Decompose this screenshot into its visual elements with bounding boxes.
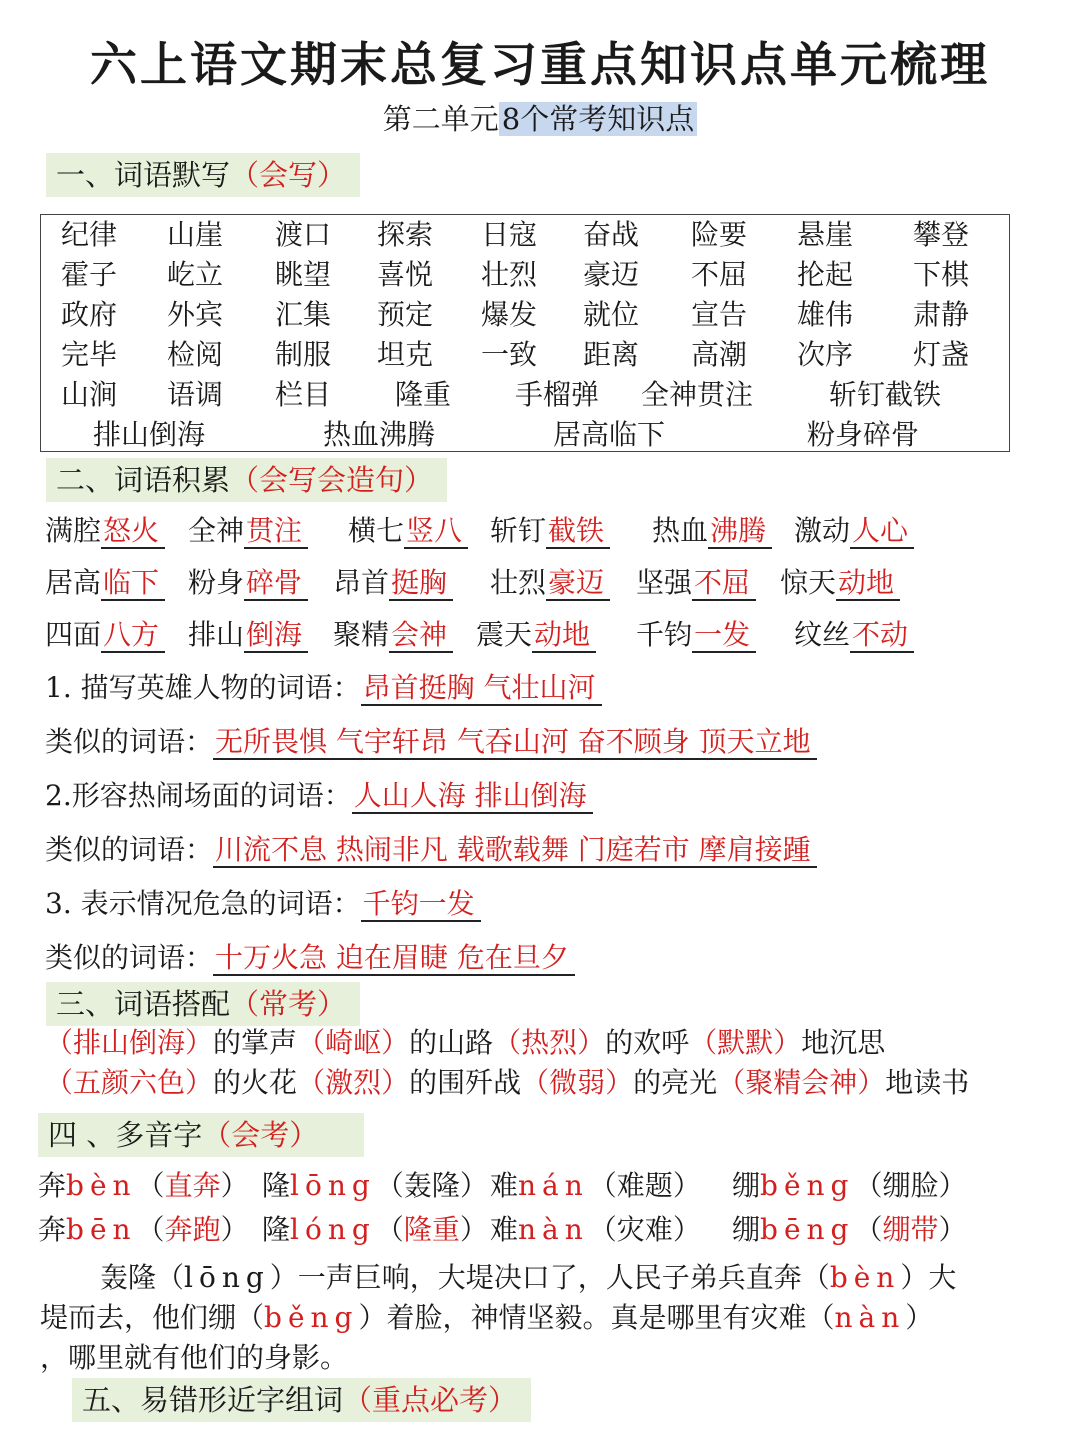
dictation-word: 不屈	[691, 258, 748, 291]
word-category-row	[45, 878, 481, 930]
idiom-item	[794, 609, 914, 661]
collocation-answer: 默默	[717, 1026, 774, 1059]
paren-open: （	[136, 1213, 165, 1246]
collocation-noun: 的山路	[409, 1026, 494, 1059]
idiom-item	[476, 609, 596, 661]
paren-close: ）	[185, 1066, 214, 1099]
dictation-word: 栏目	[275, 378, 332, 411]
dictation-word: 完毕	[61, 338, 118, 371]
idiom-item	[652, 505, 772, 557]
para-pinyin: lōng	[184, 1261, 270, 1294]
dictation-word: 一致	[481, 338, 538, 371]
polyphone-word: 绷带	[882, 1213, 939, 1246]
polyphone-pinyin: lóng	[290, 1213, 376, 1246]
polyphone-item	[38, 1164, 249, 1208]
word-category-row	[45, 716, 817, 768]
word-dictation-box	[40, 214, 1010, 452]
idiom-item	[333, 557, 453, 609]
category-label: 类似的词语：	[45, 725, 214, 758]
dictation-word: 奋战	[583, 218, 640, 251]
polyphone-char: 奔	[38, 1213, 67, 1246]
word-category-row	[45, 824, 817, 876]
polyphone-pinyin: běng	[760, 1169, 855, 1202]
dictation-word: 灯盏	[913, 338, 970, 371]
collocation-noun: 的欢呼	[605, 1026, 690, 1059]
category-answer: 川流不息 热闹非凡 载歌载舞 门庭若市 摩肩接踵	[213, 833, 817, 868]
polyphone-pinyin: lōng	[290, 1169, 376, 1202]
idiom-item	[45, 609, 165, 661]
polyphone-char: 绷	[732, 1169, 761, 1202]
category-answer: 十万火急 迫在眉睫 危在旦夕	[213, 941, 575, 976]
polyphone-item	[262, 1208, 488, 1252]
idiom-answer: 动地	[532, 618, 596, 653]
polyphone-item	[732, 1164, 967, 1208]
idiom-item	[636, 609, 756, 661]
idiom-prefix: 居高	[45, 566, 102, 599]
idiom-item	[490, 557, 610, 609]
idiom-answer: 怒火	[101, 514, 165, 549]
subtitle-highlight: 8个常考知识点	[499, 102, 697, 136]
section-4-label: 四 、多音字	[48, 1118, 203, 1152]
collocation-row	[45, 1022, 885, 1064]
subtitle-prefix: 第二单元	[382, 102, 499, 136]
polyphone-word: 直奔	[164, 1169, 221, 1202]
paren-close: ）	[672, 1213, 701, 1246]
dictation-word: 悬崖	[797, 218, 854, 251]
section-2-label: 二、词语积累	[56, 463, 231, 497]
collocation-noun: 的亮光	[633, 1066, 718, 1099]
idiom-prefix: 斩钉	[490, 514, 547, 547]
polyphone-char: 绷	[732, 1213, 761, 1246]
category-answer: 千钧一发	[361, 887, 481, 922]
section-1-tag: （会写）	[230, 158, 347, 192]
paren-open: （	[45, 1066, 74, 1099]
idiom-answer: 挺胸	[389, 566, 453, 601]
collocation-answer: 五颜六色	[73, 1066, 186, 1099]
dictation-word: 外宾	[167, 298, 224, 331]
dictation-word: 汇集	[275, 298, 332, 331]
idiom-item	[333, 609, 453, 661]
para-text: 堤而去，他们绷（	[40, 1301, 265, 1334]
idiom-item	[794, 505, 914, 557]
para-text: ，哪里就有他们的身影。	[40, 1341, 349, 1374]
para-text: 轰隆（	[100, 1261, 185, 1294]
section-1-heading	[46, 153, 360, 197]
dictation-word: 高潮	[691, 338, 748, 371]
paren-close: ）	[938, 1213, 967, 1246]
paren-close: ）	[381, 1066, 410, 1099]
collocation-noun: 的火花	[213, 1066, 298, 1099]
category-label: 3. 表示情况危急的词语：	[45, 887, 361, 920]
polyphone-char: 隆	[262, 1213, 291, 1246]
collocation-noun: 地沉思	[801, 1026, 886, 1059]
polyphone-word: 隆重	[403, 1213, 460, 1246]
section-5-heading	[72, 1378, 531, 1422]
dictation-word: 隆重	[395, 378, 452, 411]
dictation-word: 距离	[583, 338, 640, 371]
paren-close: ）	[381, 1026, 410, 1059]
polyphone-item	[732, 1208, 967, 1252]
section-3-heading	[46, 982, 360, 1026]
idiom-prefix: 昂首	[333, 566, 390, 599]
para-text: ）着脸，神情坚毅。真是哪里有灾难（	[358, 1301, 835, 1334]
idiom-item	[780, 557, 900, 609]
polyphone-pinyin: bēng	[760, 1213, 855, 1246]
dictation-word: 屹立	[167, 258, 224, 291]
idiom-prefix: 四面	[45, 618, 102, 651]
polyphone-word: 奔跑	[164, 1213, 221, 1246]
dictation-word: 下棋	[913, 258, 970, 291]
idiom-prefix: 聚精	[333, 618, 390, 651]
category-answer: 人山人海 排山倒海	[352, 779, 593, 814]
polyphone-item	[38, 1208, 249, 1252]
polyphone-item	[262, 1164, 488, 1208]
para-text: ）大	[900, 1261, 957, 1294]
section-3-tag: （常考）	[230, 987, 347, 1021]
idiom-item	[490, 505, 610, 557]
idiom-answer: 贯注	[244, 514, 308, 549]
dictation-word: 渡口	[275, 218, 332, 251]
idiom-answer: 不动	[850, 618, 914, 653]
dictation-word: 居高临下	[553, 418, 666, 451]
dictation-word: 豪迈	[583, 258, 640, 291]
idiom-prefix: 热血	[652, 514, 709, 547]
idiom-answer: 截铁	[546, 514, 610, 549]
dictation-word: 斩钉截铁	[829, 378, 942, 411]
paren-open: （	[297, 1066, 326, 1099]
section-5-label: 五、易错形近字组词	[82, 1383, 344, 1417]
dictation-word: 次序	[797, 338, 854, 371]
idiom-answer: 沸腾	[708, 514, 772, 549]
dictation-word: 预定	[377, 298, 434, 331]
dictation-word: 制服	[275, 338, 332, 371]
idiom-answer: 碎骨	[244, 566, 308, 601]
idiom-answer: 不屈	[692, 566, 756, 601]
section-2-tag: （会写会造句）	[230, 463, 434, 497]
idiom-prefix: 排山	[188, 618, 245, 651]
para-text: ）	[905, 1301, 934, 1334]
para-pinyin: bèn	[829, 1261, 901, 1294]
dictation-word: 热血沸腾	[323, 418, 436, 451]
collocation-answer: 崎岖	[325, 1026, 382, 1059]
dictation-word: 霍子	[61, 258, 118, 291]
category-label: 2.形容热闹场面的词语：	[45, 779, 352, 812]
dictation-word: 排山倒海	[93, 418, 206, 451]
polyphone-paragraph	[40, 1258, 1050, 1378]
dictation-word: 全神贯注	[641, 378, 754, 411]
section-3-label: 三、词语搭配	[56, 987, 231, 1021]
polyphone-word: 灾难	[616, 1213, 673, 1246]
section-1-label: 一、词语默写	[56, 158, 231, 192]
idiom-item	[188, 505, 308, 557]
polyphone-word: 难题	[616, 1169, 673, 1202]
dictation-word: 宣告	[691, 298, 748, 331]
idiom-prefix: 横七	[348, 514, 405, 547]
idiom-answer: 动地	[836, 566, 900, 601]
paren-close: ）	[672, 1169, 701, 1202]
collocation-answer: 微弱	[549, 1066, 606, 1099]
category-label: 类似的词语：	[45, 941, 214, 974]
collocation-answer: 热烈	[521, 1026, 578, 1059]
paren-open: （	[375, 1213, 404, 1246]
collocation-noun: 的掌声	[213, 1026, 298, 1059]
collocation-noun: 的围歼战	[409, 1066, 522, 1099]
idiom-item	[45, 557, 165, 609]
para-text: ）一声巨响，大堤决口了，人民子弟兵直奔（	[269, 1261, 830, 1294]
dictation-word: 爆发	[481, 298, 538, 331]
dictation-word: 壮烈	[481, 258, 538, 291]
paren-close: ）	[220, 1169, 249, 1202]
paren-close: ）	[577, 1026, 606, 1059]
idiom-prefix: 满腔	[45, 514, 102, 547]
idiom-answer: 竖八	[404, 514, 468, 549]
idiom-answer: 会神	[389, 618, 453, 653]
page-subtitle	[0, 100, 1080, 138]
dictation-word: 纪律	[61, 218, 118, 251]
idiom-prefix: 惊天	[780, 566, 837, 599]
paren-close: ）	[459, 1169, 488, 1202]
polyphone-item	[490, 1164, 701, 1208]
paren-open: （	[375, 1169, 404, 1202]
paren-close: ）	[773, 1026, 802, 1059]
idiom-item	[188, 609, 308, 661]
collocation-answer: 激烈	[325, 1066, 382, 1099]
page-title: 六上语文期末总复习重点知识点单元梳理	[90, 38, 990, 93]
dictation-word: 粉身碎骨	[807, 418, 920, 451]
category-label: 类似的词语：	[45, 833, 214, 866]
idiom-prefix: 纹丝	[794, 618, 851, 651]
paren-open: （	[297, 1026, 326, 1059]
paren-open: （	[854, 1213, 883, 1246]
idiom-answer: 人心	[850, 514, 914, 549]
dictation-word: 抡起	[797, 258, 854, 291]
dictation-word: 政府	[61, 298, 118, 331]
dictation-word: 手榴弹	[515, 378, 600, 411]
idiom-prefix: 千钧	[636, 618, 693, 651]
category-label: 1. 描写英雄人物的词语：	[45, 671, 361, 704]
paren-open: （	[854, 1169, 883, 1202]
idiom-item	[188, 557, 308, 609]
dictation-word: 山崖	[167, 218, 224, 251]
idiom-prefix: 全神	[188, 514, 245, 547]
word-category-row	[45, 662, 602, 714]
polyphone-word: 轰隆	[403, 1169, 460, 1202]
polyphone-word: 绷脸	[882, 1169, 939, 1202]
dictation-word: 检阅	[167, 338, 224, 371]
collocation-noun: 地读书	[885, 1066, 970, 1099]
paren-close: ）	[605, 1066, 634, 1099]
idiom-answer: 八方	[101, 618, 165, 653]
paren-open: （	[588, 1169, 617, 1202]
category-answer: 无所畏惧 气宇轩昂 气吞山河 奋不顾身 顶天立地	[213, 725, 817, 760]
idiom-answer: 豪迈	[546, 566, 610, 601]
polyphone-char: 难	[490, 1213, 519, 1246]
dictation-word: 语调	[167, 378, 224, 411]
dictation-word: 坦克	[377, 338, 434, 371]
paren-open: （	[493, 1026, 522, 1059]
paren-open: （	[717, 1066, 746, 1099]
category-answer: 昂首挺胸 气壮山河	[361, 671, 602, 706]
polyphone-pinyin: bēn	[66, 1213, 137, 1246]
polyphone-pinyin: nán	[518, 1169, 589, 1202]
idiom-answer: 倒海	[244, 618, 308, 653]
idiom-answer: 一发	[692, 618, 756, 653]
paren-open: （	[588, 1213, 617, 1246]
paren-open: （	[45, 1026, 74, 1059]
word-category-row	[45, 932, 575, 984]
idiom-prefix: 震天	[476, 618, 533, 651]
paren-open: （	[689, 1026, 718, 1059]
paren-close: ）	[220, 1213, 249, 1246]
section-4-heading	[38, 1113, 364, 1157]
collocation-row	[45, 1062, 969, 1104]
polyphone-item	[490, 1208, 701, 1252]
idiom-prefix: 激动	[794, 514, 851, 547]
dictation-word: 险要	[691, 218, 748, 251]
idiom-item	[636, 557, 756, 609]
polyphone-pinyin: nàn	[518, 1213, 589, 1246]
paren-close: ）	[459, 1213, 488, 1246]
paren-close: ）	[938, 1169, 967, 1202]
dictation-word: 就位	[583, 298, 640, 331]
word-category-row	[45, 770, 593, 822]
dictation-word: 肃静	[913, 298, 970, 331]
paren-open: （	[521, 1066, 550, 1099]
idiom-prefix: 粉身	[188, 566, 245, 599]
paren-close: ）	[857, 1066, 886, 1099]
dictation-word: 探索	[377, 218, 434, 251]
idiom-prefix: 坚强	[636, 566, 693, 599]
polyphone-pinyin: bèn	[66, 1169, 137, 1202]
dictation-word: 山涧	[61, 378, 118, 411]
para-pinyin: běng	[264, 1301, 359, 1334]
para-pinyin: nàn	[834, 1301, 906, 1334]
section-4-tag: （会考）	[202, 1118, 319, 1152]
idiom-answer: 临下	[101, 566, 165, 601]
dictation-word: 喜悦	[377, 258, 434, 291]
idiom-prefix: 壮烈	[490, 566, 547, 599]
section-5-tag: （重点必考）	[343, 1383, 518, 1417]
dictation-word: 日寇	[481, 218, 538, 251]
collocation-answer: 聚精会神	[745, 1066, 858, 1099]
paren-open: （	[136, 1169, 165, 1202]
dictation-word: 攀登	[913, 218, 970, 251]
collocation-answer: 排山倒海	[73, 1026, 186, 1059]
dictation-word: 眺望	[275, 258, 332, 291]
idiom-item	[348, 505, 468, 557]
paren-close: ）	[185, 1026, 214, 1059]
polyphone-char: 难	[490, 1169, 519, 1202]
polyphone-char: 隆	[262, 1169, 291, 1202]
section-2-heading	[46, 458, 447, 502]
polyphone-char: 奔	[38, 1169, 67, 1202]
dictation-word: 雄伟	[797, 298, 854, 331]
idiom-item	[45, 505, 165, 557]
